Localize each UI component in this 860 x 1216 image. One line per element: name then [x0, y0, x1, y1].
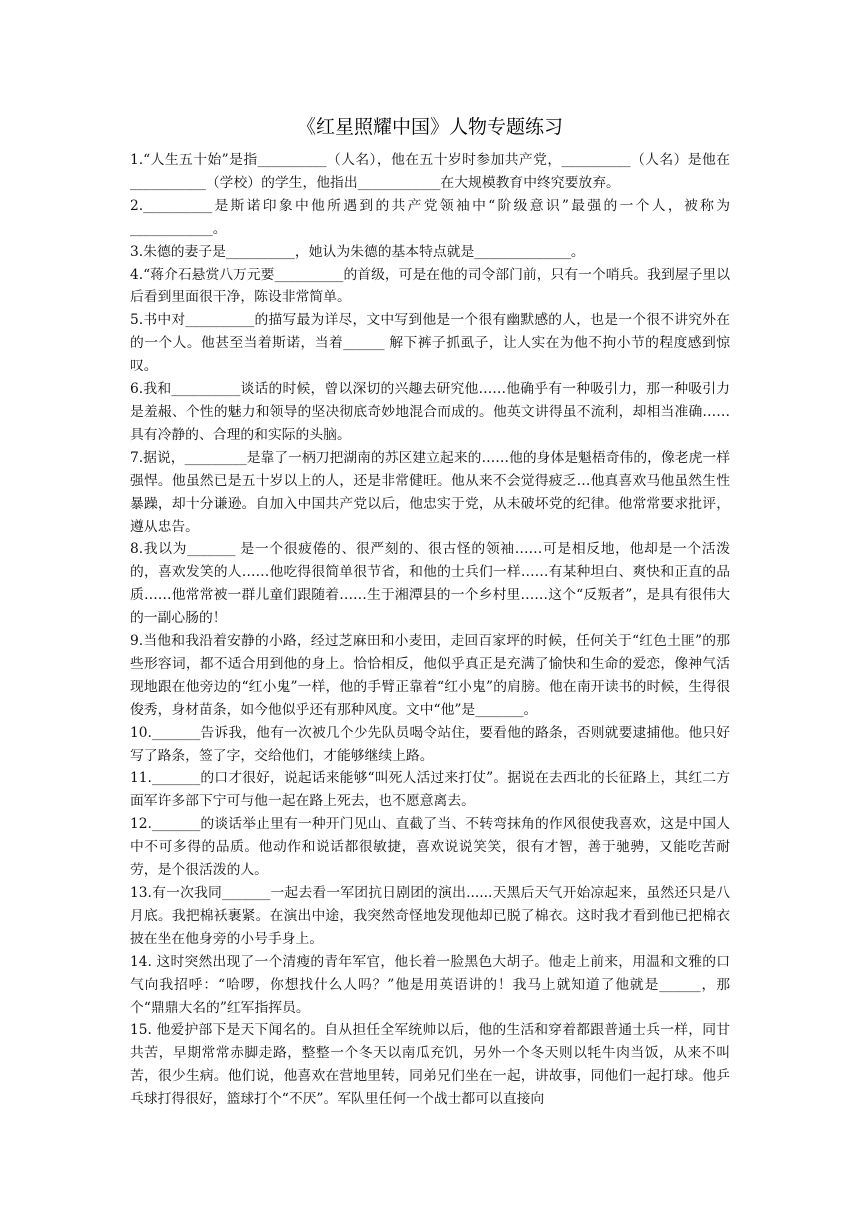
- question-item: 2.__________是斯诺印象中他所遇到的共产党领袖中“阶级意识”最强的一个人，被称为____________。: [130, 197, 730, 237]
- question-item: 4.“蒋介石悬赏八万元要__________的首级，可是在他的司令部门前，只有一个哨兵。我到屋子里以后看到里面很干净，陈设非常简单。: [130, 266, 730, 306]
- question-item: 11._______的口才很好，说起话来能够“叫死人活过来打仗”。据说在去西北的长征路上，其红二方面军许多部下宁可与他一起在路上死去，也不愿意离去。: [130, 770, 730, 810]
- question-item: 8.我以为_______ 是一个很疲倦的、很严刻的、很古怪的领袖……可是相反地，他却是一个活泼的，喜欢发笑的人……他吃得很简单很节省，和他的士兵们一样……有某种坦白、爽快和正直的品质……他常常被一群儿童们跟随着……生于湘潭县的一个乡村里……这个“反叛者”，是具有很伟大的一副心肠的！: [130, 541, 730, 627]
- question-item: 3.朱德的妻子是__________，她认为朱德的基本特点就是______________。: [130, 243, 585, 260]
- question-item: 13.有一次我同_______一起去看一军团抗日剧团的演出......天黑后天气开始凉起来，虽然还只是八月底。我把棉袄裹紧。在演出中途，我突然奇怪地发现他却已脱了棉衣。这时我才看到他已把棉衣披在坐在他身旁的小号手身上。: [130, 885, 730, 947]
- question-item: 12._______的谈话举止里有一种开门见山、直截了当、不转弯抹角的作风很使我喜欢，这是中国人中不可多得的品质。他动作和说话都很敏捷，喜欢说说笑笑，很有才智，善于驰骋，又能吃苦耐劳，是个很活泼的人。: [130, 816, 730, 879]
- question-item: 6.我和__________谈话的时候，曾以深切的兴趣去研究他……他确乎有一种吸引力，那一种吸引力是羞赧、个性的魅力和领导的坚决彻底奇妙地混合而成的。他英文讲得虽不流利，却相当准确……具有冷静的、合理的和实际的头脑。: [130, 381, 730, 443]
- question-list: [130, 149, 730, 1111]
- question-item: 5.书中对__________的描写最为详尽，文中写到他是一个很有幽默感的人，也是一个很不讲究外在的一个人。他甚至当着斯诺，当着______ 解下裤子抓虱子，让人实在为他不拘小节的程度感到惊叹。: [130, 312, 730, 375]
- question-item: 14. 这时突然出现了一个清瘦的青年军官，他长着一脸黑色大胡子。他走上前来，用温和文雅的口气向我招呼：“哈啰，你想找什么人吗？”他是用英语讲的！我马上就知道了他就是______，那个“鼎鼎大名的”红军指挥员。: [130, 953, 730, 1016]
- question-item: 15. 他爱护部下是天下闻名的。自从担任全军统帅以后，他的生活和穿着都跟普通士兵一样，同甘共苦，早期常常赤脚走路，整整一个冬天以南瓜充饥，另外一个冬天则以牦牛肉当饭，从来不叫苦，很少生病。他们说，他喜欢在营地里转，同弟兄们坐在一起，讲故事，同他们一起打球。他乒乓球打得很好，篮球打个“不厌”。军队里任何一个战士都可以直接向: [130, 1022, 730, 1108]
- question-item: 1.“人生五十始”是指__________（人名），他在五十岁时参加共产党，__________（人名）是他在___________（学校）的学生，他指出____________在大规模教育中终究要放弃。: [130, 152, 730, 191]
- document-title: 《红星照耀中国》人物专题练习: [296, 116, 563, 138]
- question-item: 9.当他和我沿着安静的小路，经过芝麻田和小麦田，走回百家坪的时候，任何关于“红色土匪”的那些形容词，都不适合用到他的身上。恰恰相反，他似乎真正是充满了愉快和生命的爱恋，像神气活现地跟在他旁边的“红小鬼”一样，他的手臂正靠着“红小鬼”的肩膀。他在南开读书的时候，生得很俊秀，身材苗条，如今他似乎还有那种风度。文中“他”是_______。: [130, 633, 730, 718]
- question-item: 7.据说，_________是靠了一柄刀把湖南的苏区建立起来的……他的身体是魁梧奇伟的，像老虎一样强悍。他虽然已是五十岁以上的人，还是非常健旺。他从来不会觉得疲乏…他真喜欢马他虽然生性暴躁，却十分谦逊。自加入中国共产党以后，他忠实于党，从未破坏党的纪律。他常常要求批评，遵从忠告。: [130, 449, 730, 535]
- question-item: 10._______告诉我，他有一次被几个少先队员喝令站住，要看他的路条，否则就要逮捕他。他只好写了路条，签了字，交给他们，才能够继续上路。: [130, 724, 730, 764]
